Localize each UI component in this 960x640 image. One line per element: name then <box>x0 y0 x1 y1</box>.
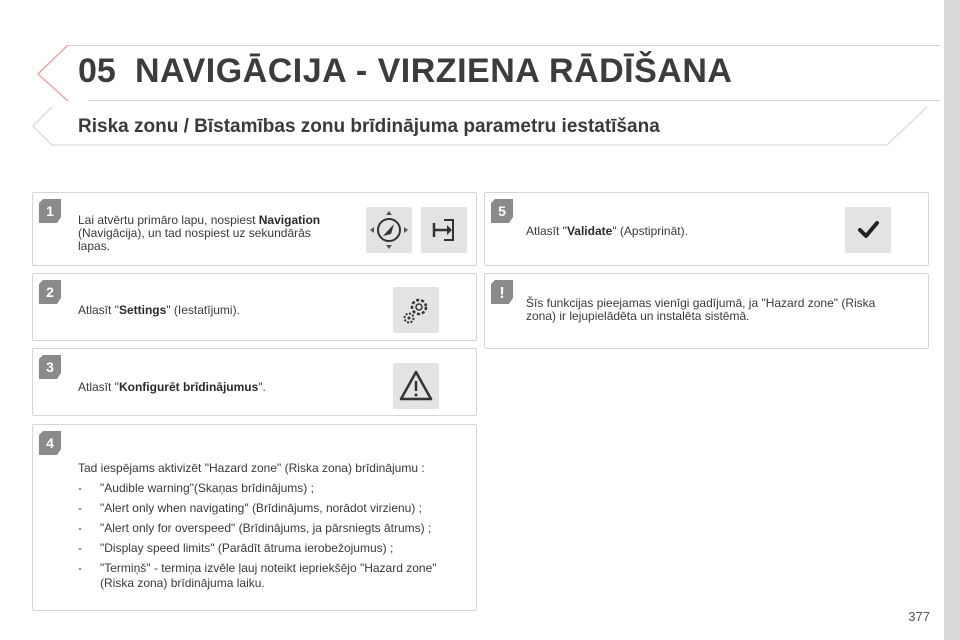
secondary-page-icon <box>421 207 467 253</box>
hazard-options-list <box>78 461 468 596</box>
note-text: Šīs funkcijas pieejamas vienīgi gadījumā, ja "Hazard zone" (Riska zona) ir lejupielādēta un instalēta sistēmā. <box>526 296 876 323</box>
configure-alerts-button[interactable] <box>393 363 439 409</box>
svg-text:4: 4 <box>46 435 54 451</box>
checkmark-icon <box>845 207 891 253</box>
navigation-dial-icon <box>366 207 412 253</box>
secondary-page-button[interactable] <box>421 207 467 253</box>
page-number: 377 <box>908 609 930 624</box>
section-title: Riska zonu / Bīstamības zonu brīdinājuma parametru iestatīšana <box>78 116 660 137</box>
header-rule-top <box>68 45 940 46</box>
settings-gears-icon <box>393 287 439 333</box>
step-2-badge <box>39 280 63 304</box>
page-title: NAVIGĀCIJA - VIRZIENA RĀDĪŠANA <box>135 52 733 90</box>
list-intro: Tad iespējams aktivizēt "Hazard zone" (Riska zona) brīdinājumu : <box>78 461 425 475</box>
list-item: - "Alert only when navigating" (Brīdinājums, norādot virzienu) ; <box>78 501 423 515</box>
list-item: - "Alert only for overspeed" (Brīdinājums, ja pārsniegts ātrums) ; <box>78 521 432 535</box>
settings-button[interactable] <box>393 287 439 333</box>
note-badge <box>491 280 515 304</box>
step-5-text: Atlasīt "Validate" (Apstiprināt). <box>526 224 688 238</box>
list-item: - "Termiņš" - termiņa izvēle ļauj noteikt iepriekšējo "Hazard zone" (Riska zona) brīdinājuma laiku. <box>78 561 437 590</box>
warning-triangle-icon <box>393 363 439 409</box>
step-4-badge <box>39 431 63 455</box>
step-5-badge <box>491 199 515 223</box>
step-2-text: Atlasīt "Settings" (Iestatījumi). <box>78 303 240 317</box>
svg-text:1: 1 <box>46 203 54 219</box>
svg-text:3: 3 <box>46 359 54 375</box>
step-1-badge <box>39 199 63 223</box>
svg-text:!: ! <box>499 285 505 302</box>
validate-button[interactable] <box>845 207 891 253</box>
svg-text:5: 5 <box>498 203 506 219</box>
svg-text:2: 2 <box>46 284 54 300</box>
chapter-number: 05 <box>78 52 116 90</box>
step-3-text: Atlasīt "Konfigurēt brīdinājumus". <box>78 380 266 394</box>
list-item: - "Display speed limits" (Parādīt ātruma ierobežojumus) ; <box>78 541 394 555</box>
step-1-text: Lai atvērtu primāro lapu, nospiest Navigation (Navigācija), un tad nospiest uz sekundārās lapas. <box>78 213 321 253</box>
step-3-badge <box>39 355 63 379</box>
page-edge-bar <box>944 0 960 640</box>
header-rule-bottom <box>88 100 940 101</box>
navigation-button[interactable] <box>366 207 412 253</box>
list-item: - "Audible warning"(Skaņas brīdinājums) ; <box>78 481 314 495</box>
